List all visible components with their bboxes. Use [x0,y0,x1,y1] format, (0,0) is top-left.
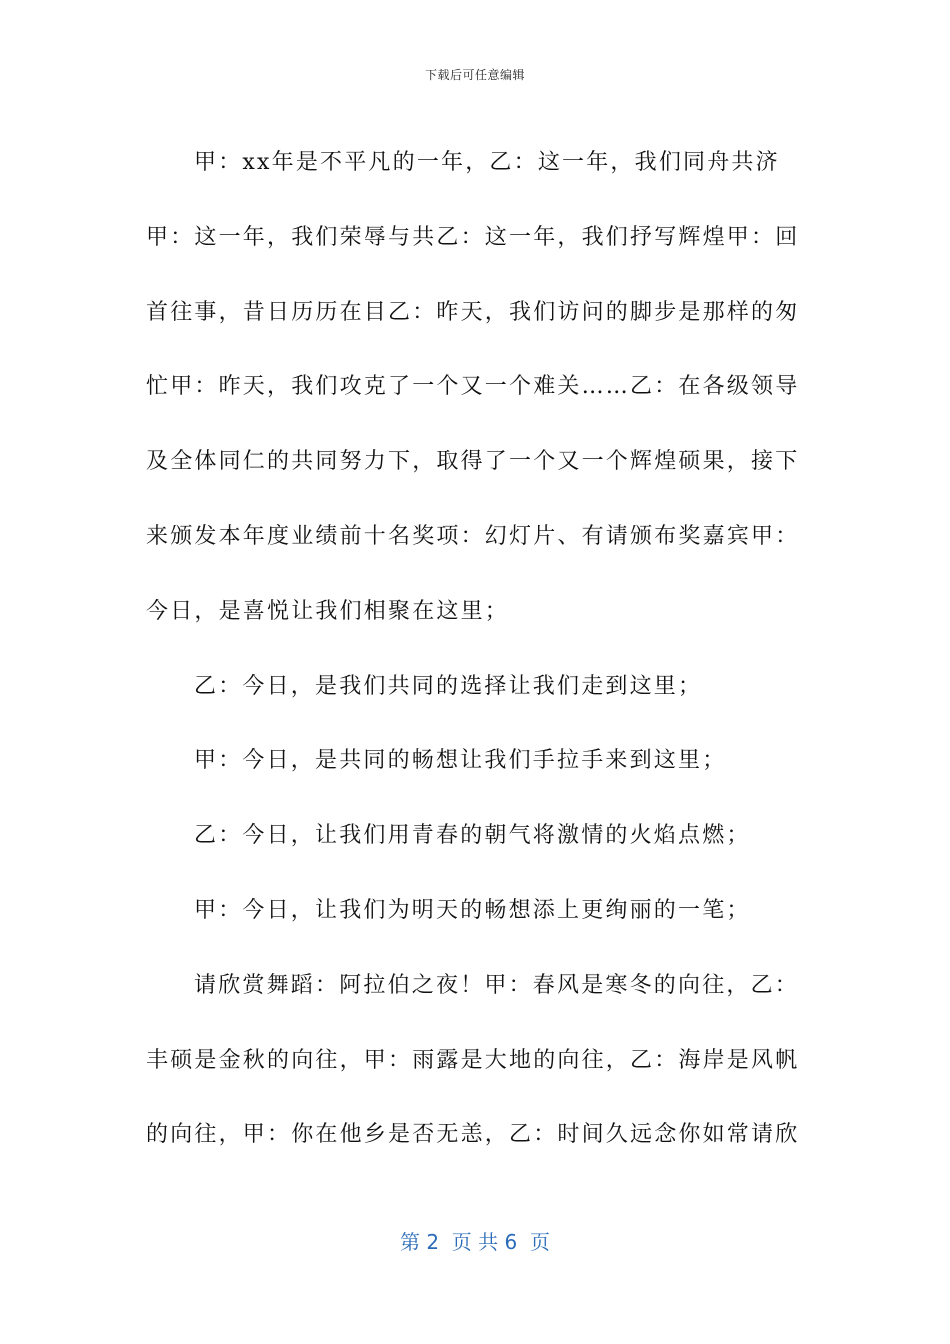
page-header: 下载后可任意编辑 [424,68,525,82]
paragraph: 甲：今日，让我们为明天的畅想添上更绚丽的一笔； [194,897,751,923]
paragraph: 请欣赏舞蹈：阿拉伯之夜！甲：春风是寒冬的向往，乙：丰硕是金秋的向往，甲：雨露是大地的向往，乙：海岸是风帆的向往，甲：你在他乡是否无恙，乙：时间久远念你如常请欣 [146,972,800,1148]
paragraph: 乙：今日，让我们用青春的朝气将激情的火焰点燃； [194,823,751,849]
document-body [146,126,806,1173]
page-footer [0,1226,950,1255]
paragraph: 乙：今日，是我们共同的选择让我们走到这里； [194,673,703,699]
page-number-label: 第 2 页 共 6 页 [400,1230,550,1254]
paragraph: 甲：今日，是共同的畅想让我们手拉手来到这里； [194,748,727,774]
paragraph: 甲：xx年是不平凡的一年，乙：这一年，我们同舟共济甲：这一年，我们荣辱与共乙：这一年，我们抒写辉煌甲：回首往事，昔日历历在目乙：昨天，我们访问的脚步是那样的匆忙甲：昨天，我们攻克了一个又一个难关……乙：在各级领导及全体同仁的共同努力下，取得了一个又一个辉煌硕果，接下来颁发本年度业绩前十名奖项：幻灯片、有请颁布奖嘉宾甲：今日，是喜悦让我们相聚在这里； [146,150,800,624]
